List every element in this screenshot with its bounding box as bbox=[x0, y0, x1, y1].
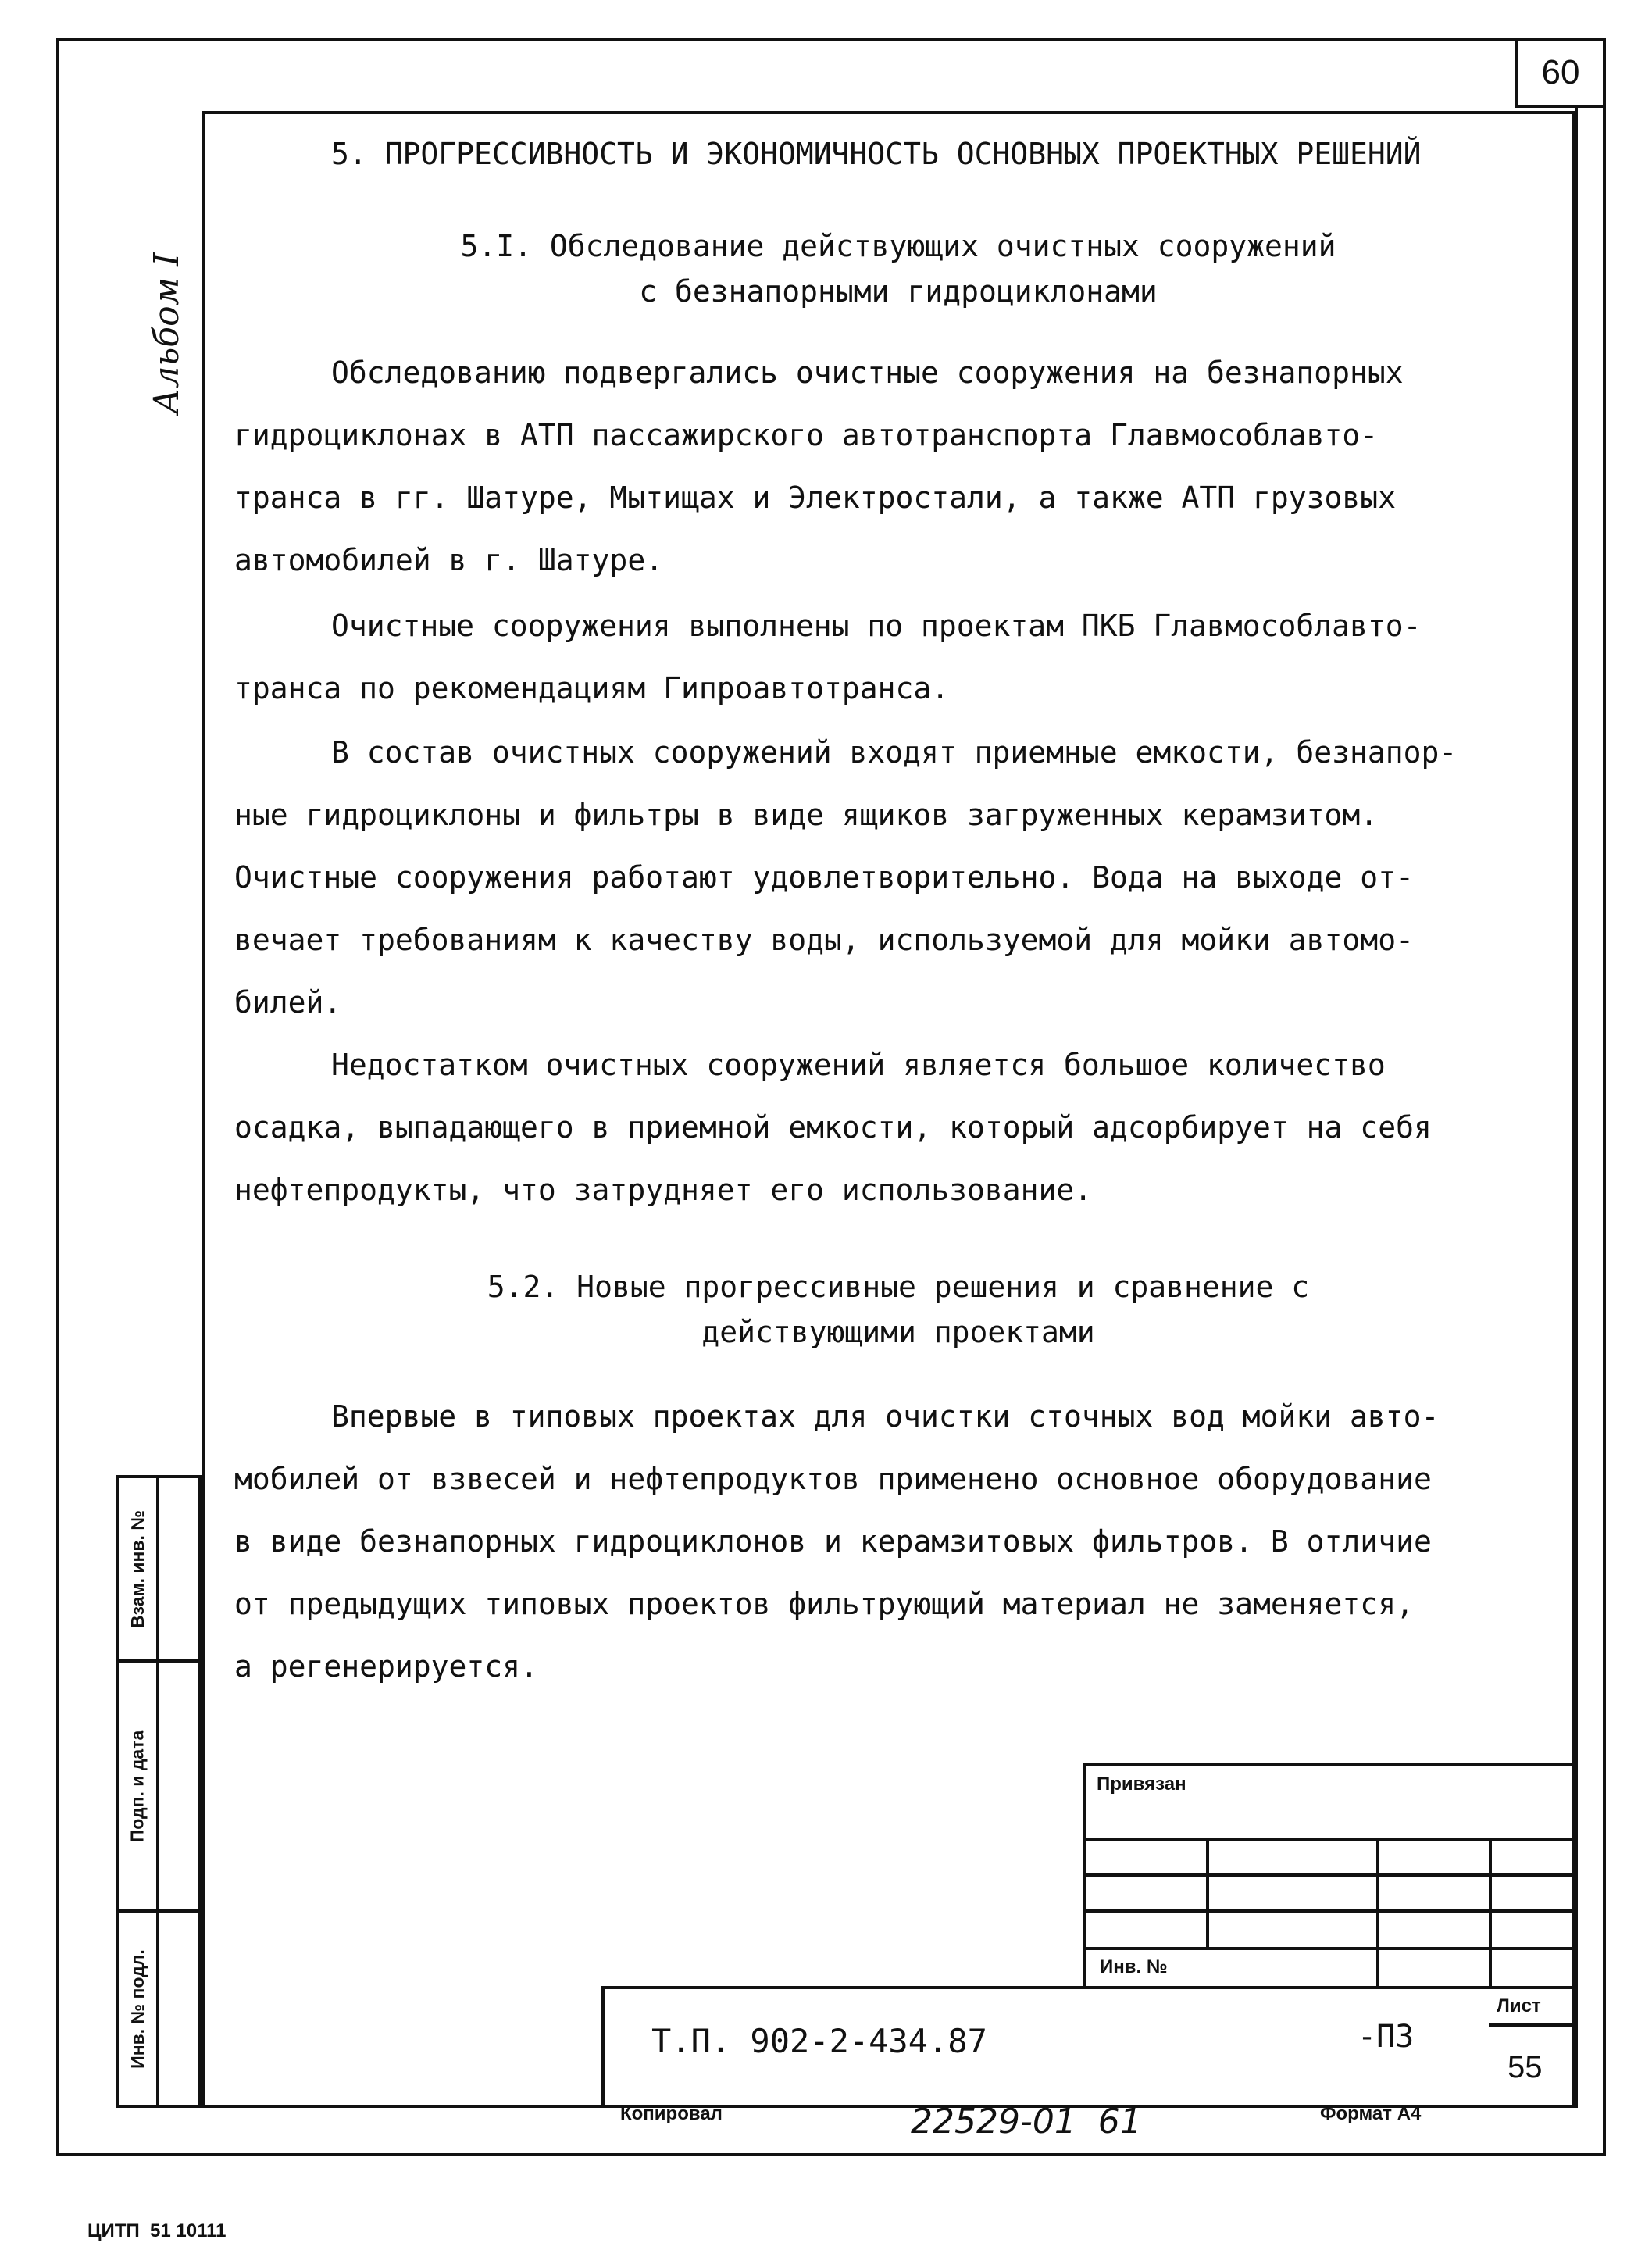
body-line: вечает требованиям к качеству воды, используемой для мойки автомо- bbox=[234, 923, 1414, 957]
body-line: билей. bbox=[234, 985, 342, 1020]
body-line: автомобилей в г. Шатуре. bbox=[234, 543, 664, 577]
org-label: ЦИТП 51 10111 bbox=[87, 2220, 227, 2241]
inner-frame bbox=[202, 111, 1575, 2108]
right-strip bbox=[1575, 108, 1606, 2108]
inv-no-label: Инв. № bbox=[1100, 1956, 1168, 1977]
stamp-column bbox=[116, 1475, 202, 2108]
section-title: 5. ПРОГРЕССИВНОСТЬ И ЭКОНОМИЧНОСТЬ ОСНОВНЫХ ПРОЕКТНЫХ РЕШЕНИЙ bbox=[331, 137, 1422, 171]
body-line: ные гидроциклоны и фильтры в виде ящиков загруженных керамзитом. bbox=[234, 798, 1379, 832]
body-line: Впервые в типовых проектах для очистки сточных вод мойки авто- bbox=[331, 1399, 1440, 1434]
page-number: 60 bbox=[1515, 38, 1606, 108]
sheet-label: Лист bbox=[1497, 1995, 1541, 2016]
subsection-2-title-line-1: 5.2. Новые прогрессивные решения и сравнение с bbox=[487, 1270, 1310, 1304]
body-line: Недостатком очистных сооружений является большое количество bbox=[331, 1048, 1386, 1082]
stamp-cell-replaced-inv: Взам. инв. № bbox=[127, 1509, 148, 1628]
document-suffix: -ПЗ bbox=[1358, 2019, 1415, 2055]
body-line: В состав очистных сооружений входят приемные емкости, безнапор- bbox=[331, 735, 1458, 770]
body-line: гидроциклонах в АТП пассажирского автотранспорта Главмособлавто- bbox=[234, 418, 1379, 452]
body-line: Очистные сооружения выполнены по проектам ПКБ Главмособлавто- bbox=[331, 609, 1422, 643]
format-label: Формат А4 bbox=[1320, 2103, 1422, 2124]
stamp-cell-signature-date: Подп. и дата bbox=[127, 1730, 148, 1842]
body-line: Очистные сооружения работают удовлетворительно. Вода на выходе от- bbox=[234, 860, 1414, 895]
subsection-1-title-line-2: с безнапорными гидроциклонами bbox=[639, 274, 1158, 309]
body-line: от предыдущих типовых проектов фильтрующий материал не заменяется, bbox=[234, 1587, 1414, 1621]
stamp-cell-original-inv: Инв. № подл. bbox=[127, 1948, 148, 2069]
handwritten-number: 22529-01 61 bbox=[911, 2102, 1142, 2141]
copied-label: Копировал bbox=[620, 2103, 723, 2124]
body-line: осадка, выпадающего в приемной емкости, который адсорбирует на себя bbox=[234, 1110, 1432, 1145]
body-line: мобилей от взвесей и нефтепродуктов применено основное оборудование bbox=[234, 1462, 1432, 1496]
subsection-2-title-line-2: действующими проектами bbox=[701, 1315, 1095, 1349]
subsection-1-title-line-1: 5.I. Обследование действующих очистных сооружений bbox=[460, 229, 1336, 263]
body-line: в виде безнапорных гидроциклонов и керамзитовых фильтров. В отличие bbox=[234, 1524, 1432, 1559]
body-line: нефтепродукты, что затрудняет его использование. bbox=[234, 1173, 1093, 1207]
sheet-number: 55 bbox=[1507, 2050, 1543, 2084]
body-line: транса по рекомендациям Гипроавтотранса. bbox=[234, 671, 950, 705]
privyazan-label: Привязан bbox=[1097, 1773, 1186, 1795]
body-line: Обследованию подвергались очистные сооружения на безнапорных bbox=[331, 355, 1404, 390]
body-line: а регенерируется. bbox=[234, 1649, 538, 1684]
album-label: Альбом I bbox=[147, 252, 187, 414]
body-line: транса в гг. Шатуре, Мытищах и Электростали, а также АТП грузовых bbox=[234, 480, 1397, 515]
document-code: Т.П. 902-2-434.87 bbox=[651, 2022, 987, 2060]
